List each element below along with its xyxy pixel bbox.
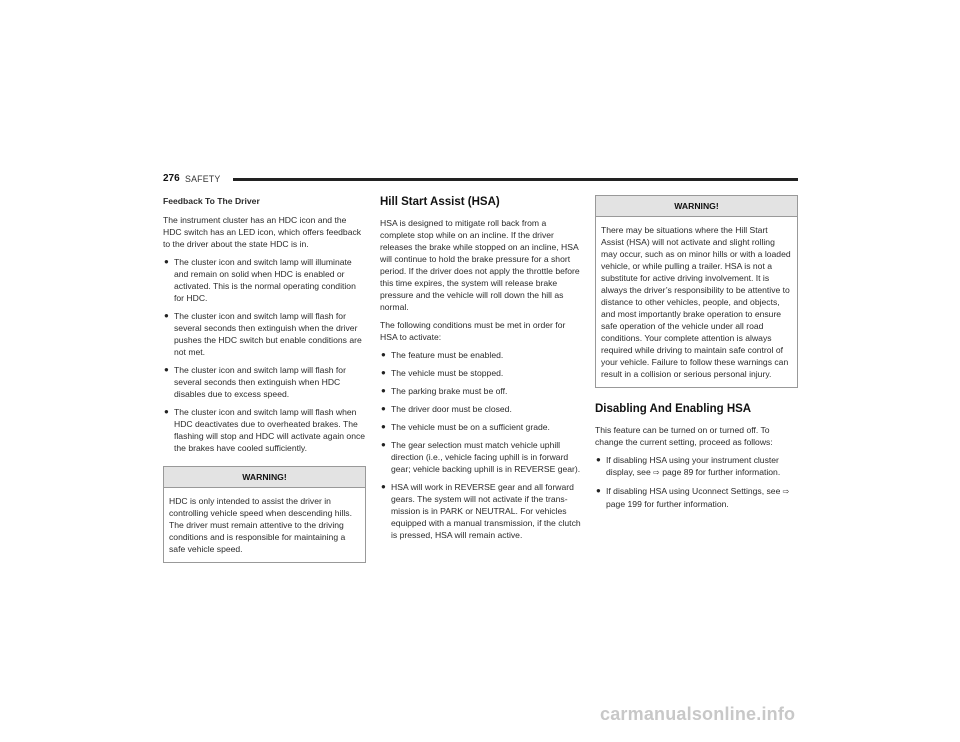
- intro-paragraph: The instrument cluster has an HDC icon and the HDC switch has an LED icon, which offers feedback to the driver about the state HDC is in.: [163, 215, 362, 249]
- bullet-icon: ●: [596, 486, 601, 495]
- bullet-icon: ●: [164, 311, 169, 320]
- disable-intro: This feature can be turned on or turned off. To change the current setting, proceed as follows:: [595, 425, 773, 447]
- bullet-icon: ●: [381, 404, 386, 413]
- page-reference-link[interactable]: page 89 for further information.: [662, 467, 781, 477]
- page-header: [163, 173, 798, 185]
- list-item: [595, 485, 798, 510]
- page-number: 276: [163, 173, 180, 184]
- page-reference-arrow-icon: ⇨: [782, 487, 790, 496]
- list-item: [380, 403, 583, 415]
- list-item-text: The vehicle must be on a sufficient grade.: [391, 422, 550, 432]
- list-item-text-pre: If disabling HSA using your instrument cluster display, see: [606, 455, 779, 477]
- column-middle: [380, 195, 583, 547]
- conditions-list: [380, 349, 583, 541]
- hsa-description: HSA is designed to mitigate roll back from a complete stop while on an incline. If the driver releases the brake while stopped on an incline, HSA will continue to hold the brake pressure for a short period. If the driver does not apply the throttle before this time expires, the system will release brake pressure and the vehicle will roll down the hill as normal.: [380, 218, 580, 312]
- bullet-icon: ●: [381, 386, 386, 395]
- list-item-text: The gear selection must match vehicle uphill direction (i.e., vehicle facing uphill is in forward gear; vehicle backing uphill is in REVERSE gear).: [391, 440, 581, 474]
- list-item-text: The cluster icon and switch lamp will flash when HDC deactivates due to overheated brakes. The flashing will stop and HDC will activate again once the brakes have cooled sufficiently.: [174, 407, 366, 453]
- bullet-icon: ●: [381, 422, 386, 431]
- list-item: [380, 481, 583, 541]
- page-reference-arrow-icon: ⇨: [653, 468, 660, 477]
- list-item: [380, 367, 583, 379]
- warning-title: WARNING!: [164, 467, 365, 488]
- list-item-text: The cluster icon and switch lamp will illuminate and remain on solid when HDC is enabled or activated. This is the normal operating condition for HDC.: [174, 257, 356, 303]
- feedback-list: [163, 256, 366, 454]
- list-item-text: The cluster icon and switch lamp will flash for several seconds then extinguish when HDC disables due to excess speed.: [174, 365, 346, 399]
- list-item: [595, 454, 798, 479]
- column-right: [595, 195, 798, 516]
- subheading-feedback: Feedback To The Driver: [163, 196, 260, 206]
- list-item-text: The parking brake must be off.: [391, 386, 508, 396]
- bullet-icon: ●: [381, 368, 386, 377]
- heading-disabling-enabling-hsa: Disabling And Enabling HSA: [595, 403, 752, 415]
- warning-text: HDC is only intended to assist the driver in controlling vehicle speed when descending hills. The driver must remain attentive to the driving conditions and is responsible for maintaining a safe vehicle speed.: [169, 496, 352, 554]
- list-item-text: The driver door must be closed.: [391, 404, 512, 414]
- list-item: [163, 310, 366, 358]
- list-item: [163, 256, 366, 304]
- bullet-icon: ●: [164, 407, 169, 416]
- list-item: [380, 385, 583, 397]
- list-item-text: The cluster icon and switch lamp will flash for several seconds then extinguish when the driver pushes the HDC switch but enable conditions are not met.: [174, 311, 362, 357]
- warning-title: WARNING!: [596, 196, 797, 217]
- page-reference-link[interactable]: page 199 for further information.: [606, 499, 729, 509]
- disable-list: [595, 454, 798, 510]
- bullet-icon: ●: [381, 482, 386, 491]
- heading-hill-start-assist: Hill Start Assist (HSA): [380, 196, 500, 208]
- list-item: [380, 421, 583, 433]
- bullet-icon: ●: [381, 350, 386, 359]
- list-item-text: The feature must be enabled.: [391, 350, 504, 360]
- bullet-icon: ●: [164, 257, 169, 266]
- hsa-conditions-intro: The following conditions must be met in order for HSA to activate:: [380, 320, 566, 342]
- watermark: carmanualsonline.info: [600, 704, 796, 724]
- bullet-icon: ●: [164, 365, 169, 374]
- warning-text: There may be situations where the Hill Start Assist (HSA) will not activate and slight rolling may occur, such as on minor hills or with a loaded vehicle, or while pulling a trailer. HSA is not a substitute for active driving involvement. It is always the driver’s responsibility to be attentive to distance to other vehicles, people, and objects, and most importantly brake operation to ensure safe operation of the vehicle under all road conditions. Your complete attention is always required while driving to maintain safe control of your vehicle. Failure to follow these warnings can result in a collision or serious personal injury.: [601, 225, 791, 379]
- section-title: SAFETY: [185, 174, 221, 184]
- list-item: [163, 406, 366, 454]
- warning-box-hdc: [163, 466, 366, 563]
- bullet-icon: ●: [381, 440, 386, 449]
- column-left: [163, 195, 366, 563]
- list-item-text-pre: If disabling HSA using Uconnect Settings, see: [606, 486, 781, 496]
- list-item: [163, 364, 366, 400]
- list-item: [380, 439, 583, 475]
- bullet-icon: ●: [596, 455, 601, 464]
- list-item-text: HSA will work in REVERSE gear and all forward gears. The system will not activate if the trans-mission is in PARK or NEUTRAL. For vehicles equipped with a manual transmission, if the clutch is pressed, HSA will remain active.: [391, 482, 581, 540]
- warning-box-hsa: [595, 195, 798, 388]
- list-item-text: The vehicle must be stopped.: [391, 368, 504, 378]
- header-rule: [233, 178, 798, 181]
- list-item: [380, 349, 583, 361]
